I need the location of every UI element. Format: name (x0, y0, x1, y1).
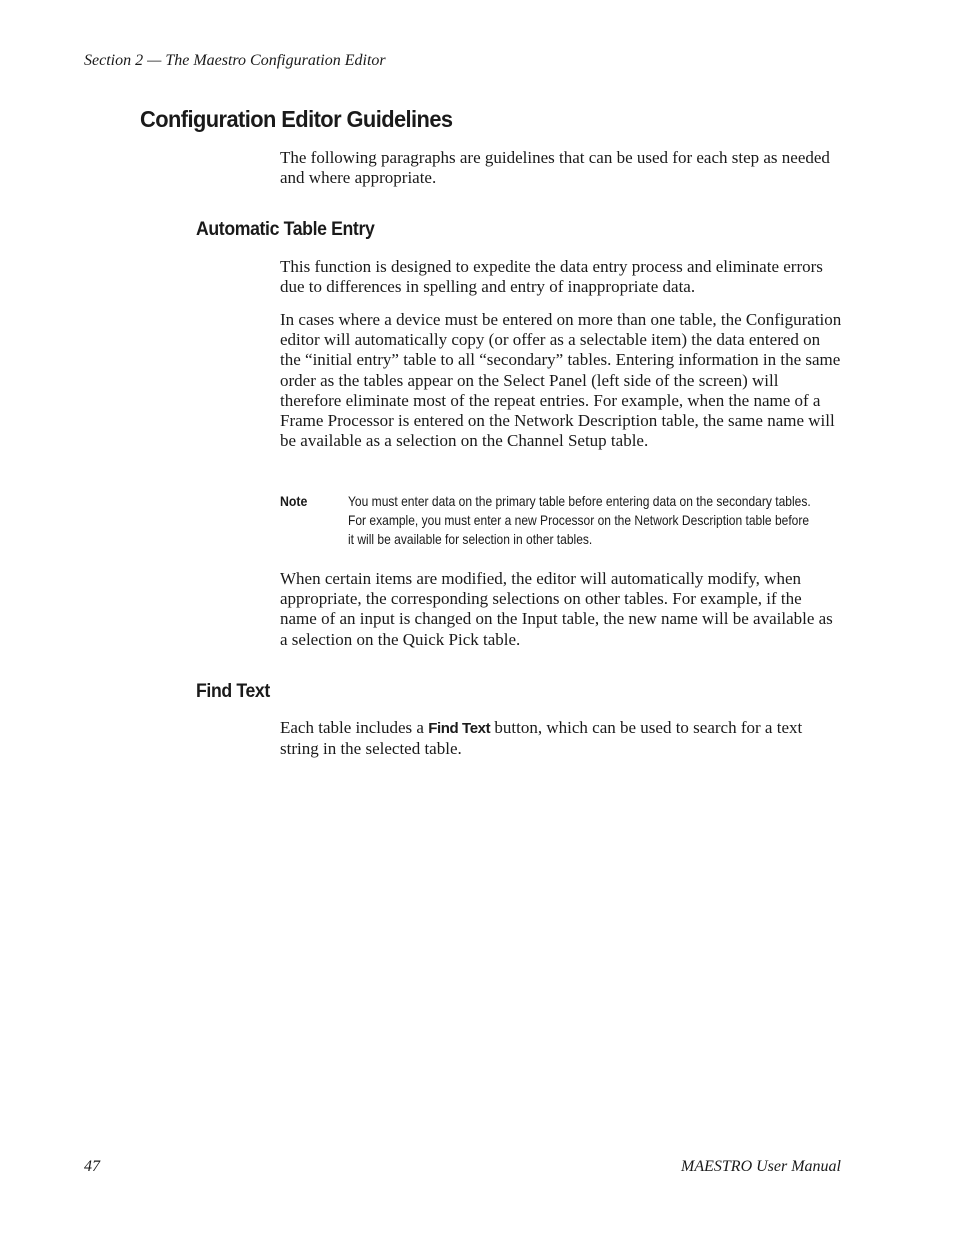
find-text-tail: button, which can be used to search for a text string in the selected table. (280, 718, 803, 759)
find-text-lead: Each table includes a (280, 718, 429, 737)
find-text-button-reference: Find Text (428, 720, 491, 737)
paragraph-automatic-modify: When certain items are modified, the editor will automatically modify, when appropriate, the corresponding selections on other tables. For example, if the name of an input is changed on the Input table, the new name will be available as a selection on the Quick Pick table. (280, 569, 833, 649)
manual-name: MAESTRO User Manual (681, 1158, 841, 1175)
running-head: Section 2 — The Maestro Configuration Editor (84, 52, 386, 69)
section-heading-automatic-table-entry: Automatic Table Entry (196, 219, 375, 240)
section-heading-find-text: Find Text (196, 681, 270, 702)
paragraph-automatic-entry-purpose: This function is designed to expedite the data entry process and eliminate errors due to differences in spelling and entry of inappropriate data. (280, 257, 823, 297)
paragraph-find-text (280, 718, 842, 759)
paragraph-automatic-entry-details: In cases where a device must be entered on more than one table, the Configuration editor will automatically copy (or offer as a selectable item) the data entered on the “initial entry” table to all “secondary” tables. Entering information in the same order as the tables appear on the Select Panel (left side of the screen) will therefore eliminate most of the repeat entries. For example, when the name of a Frame Processor is entered on the Network Description table, the same name will be available as a selection on the Channel Setup table. (280, 310, 842, 451)
intro-paragraph: The following paragraphs are guidelines that can be used for each step as needed and where appropriate. (280, 148, 830, 188)
note-label: Note (280, 493, 308, 509)
note-text: You must enter data on the primary table before entering data on the secondary tables. For example, you must enter a new Processor on the Network Description table before it will be available for selection in other tables. (348, 493, 811, 547)
page-number: 47 (84, 1158, 100, 1175)
page-title: Configuration Editor Guidelines (140, 106, 453, 132)
